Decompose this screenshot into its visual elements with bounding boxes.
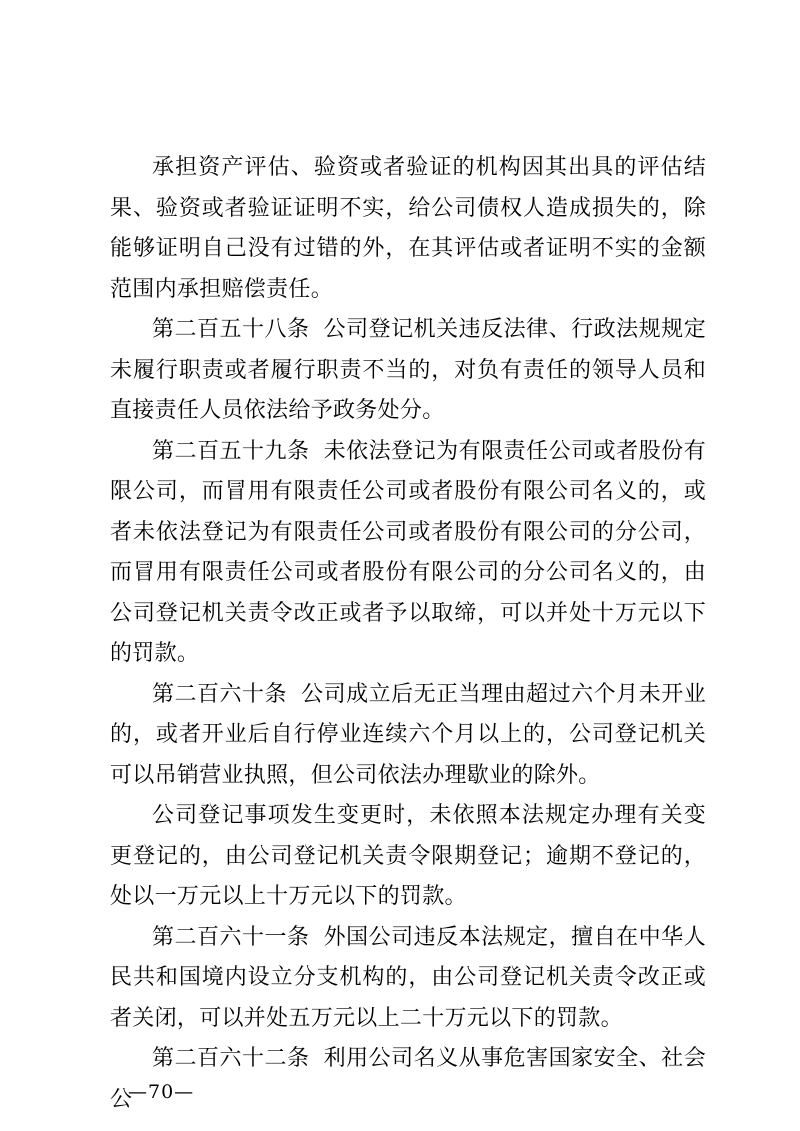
article-text: 公司登记机关违反法律、行政法规规定未履行职责或者履行职责不当的，对负有责任的领导人员和直接责任人员依法给予政务处分。 <box>110 317 706 423</box>
article-text: 公司成立后无正当理由超过六个月未开业的，或者开业后自行停业连续六个月以上的，公司登记机关可以吊销营业执照，但公司依法办理歇业的除外。 <box>110 681 706 788</box>
article-text: 利用公司名义从事危害国家安全、社会公 <box>110 1046 706 1112</box>
paragraph-text: 公司登记事项发生变更时，未依照本法规定办理有关变更登记的，由公司登记机关责令限期登记；逾期不登记的，处以一万元以上十万元以下的罚款。 <box>110 803 706 909</box>
article-number: 第二百六十一条 <box>152 924 310 950</box>
body-text <box>110 148 706 1120</box>
page-number: —70— <box>128 1081 195 1103</box>
article-260 <box>110 675 706 797</box>
article-number: 第二百五十九条 <box>152 438 310 464</box>
article-text: 外国公司违反本法规定，擅自在中华人民共和国境内设立分支机构的，由公司登记机关责令改正或者关闭，可以并处五万元以上二十万元以下的罚款。 <box>110 924 706 1031</box>
paragraph-asset-valuation-liability <box>110 148 706 310</box>
article-number: 第二百六十二条 <box>152 1046 310 1071</box>
article-261 <box>110 918 706 1040</box>
paragraph-text: 承担资产评估、验资或者验证的机构因其出具的评估结果、验资或者验证证明不实，给公司债权人造成损失的，除能够证明自己没有过错的外，在其评估或者证明不实的金额范围内承担赔偿责任。 <box>110 155 706 302</box>
article-text: 未依法登记为有限责任公司或者股份有限公司，而冒用有限责任公司或者股份有限公司名义的，或者未依法登记为有限责任公司或者股份有限公司的分公司，而冒用有限责任公司或者股份有限公司的分公司名义的，由公司登记机关责令改正或者予以取缔，可以并处十万元以下的罚款。 <box>110 438 706 666</box>
article-262 <box>110 1039 706 1120</box>
article-number: 第二百六十条 <box>152 681 288 707</box>
paragraph-registration-change <box>110 796 706 918</box>
article-259 <box>110 432 706 675</box>
article-number: 第二百五十八条 <box>152 317 310 342</box>
article-258 <box>110 310 706 432</box>
